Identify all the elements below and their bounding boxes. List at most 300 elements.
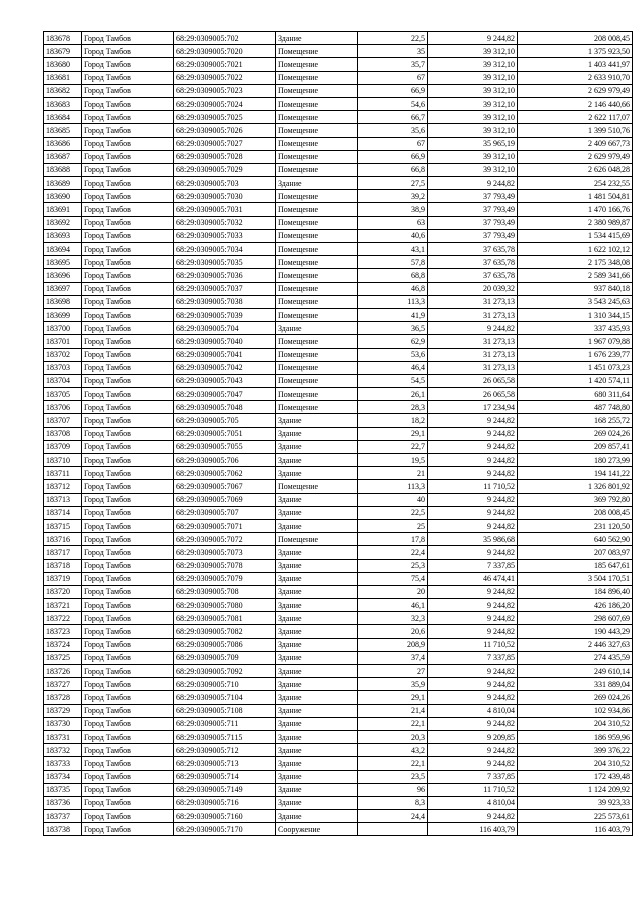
locality-cell: Город Тамбов [82, 796, 174, 809]
object-type-cell: Здание [276, 454, 358, 467]
locality-cell: Город Тамбов [82, 348, 174, 361]
area-cell: 26,1 [358, 388, 428, 401]
object-type-cell: Здание [276, 32, 358, 45]
object-type-cell: Здание [276, 546, 358, 559]
table-row [44, 308, 633, 321]
cadastral-value-cell: 269 024,26 [518, 691, 633, 704]
locality-cell: Город Тамбов [82, 203, 174, 216]
area-cell: 20 [358, 585, 428, 598]
locality-cell: Город Тамбов [82, 414, 174, 427]
row-number-cell: 183680 [44, 58, 82, 71]
object-type-cell: Здание [276, 638, 358, 651]
locality-cell: Город Тамбов [82, 440, 174, 453]
table-row [44, 730, 633, 743]
area-cell: 22,1 [358, 757, 428, 770]
cadastral-number-cell: 68:29:0309005:709 [174, 651, 276, 664]
object-type-cell: Здание [276, 427, 358, 440]
specific-value-cell: 37 635,78 [428, 243, 518, 256]
cadastral-number-cell: 68:29:0309005:7115 [174, 730, 276, 743]
locality-cell: Город Тамбов [82, 480, 174, 493]
specific-value-cell: 7 337,85 [428, 559, 518, 572]
object-type-cell: Здание [276, 665, 358, 678]
cadastral-number-cell: 68:29:0309005:7055 [174, 440, 276, 453]
cadastral-number-cell: 68:29:0309005:703 [174, 177, 276, 190]
object-type-cell: Помещение [276, 374, 358, 387]
area-cell: 22,4 [358, 546, 428, 559]
cadastral-number-cell: 68:29:0309005:7092 [174, 665, 276, 678]
object-type-cell: Помещение [276, 269, 358, 282]
specific-value-cell: 9 244,82 [428, 427, 518, 440]
cadastral-value-cell: 116 403,79 [518, 823, 633, 836]
table-row [44, 546, 633, 559]
cadastral-number-cell: 68:29:0309005:7035 [174, 256, 276, 269]
cadastral-number-cell: 68:29:0309005:7023 [174, 84, 276, 97]
table-row [44, 335, 633, 348]
specific-value-cell: 17 234,94 [428, 401, 518, 414]
specific-value-cell: 9 244,82 [428, 440, 518, 453]
locality-cell: Город Тамбов [82, 506, 174, 519]
area-cell: 46,4 [358, 361, 428, 374]
cadastral-number-cell: 68:29:0309005:7067 [174, 480, 276, 493]
object-type-cell: Помещение [276, 348, 358, 361]
specific-value-cell: 46 474,41 [428, 572, 518, 585]
row-number-cell: 183693 [44, 229, 82, 242]
cadastral-number-cell: 68:29:0309005:7048 [174, 401, 276, 414]
cadastral-number-cell: 68:29:0309005:7029 [174, 163, 276, 176]
table-row [44, 322, 633, 335]
object-type-cell: Здание [276, 506, 358, 519]
locality-cell: Город Тамбов [82, 678, 174, 691]
cadastral-value-cell: 208 008,45 [518, 32, 633, 45]
locality-cell: Город Тамбов [82, 427, 174, 440]
specific-value-cell: 9 244,82 [428, 519, 518, 532]
cadastral-number-cell: 68:29:0309005:7149 [174, 783, 276, 796]
row-number-cell: 183692 [44, 216, 82, 229]
table-row [44, 665, 633, 678]
object-type-cell: Помещение [276, 124, 358, 137]
table-row [44, 150, 633, 163]
cadastral-value-cell: 1 676 239,77 [518, 348, 633, 361]
cadastral-number-cell: 68:29:0309005:716 [174, 796, 276, 809]
table-row [44, 111, 633, 124]
area-cell: 39,2 [358, 190, 428, 203]
cadastral-number-cell: 68:29:0309005:7082 [174, 625, 276, 638]
cadastral-number-cell: 68:29:0309005:7069 [174, 493, 276, 506]
locality-cell: Город Тамбов [82, 374, 174, 387]
cadastral-value-cell: 185 647,61 [518, 559, 633, 572]
table-row [44, 599, 633, 612]
locality-cell: Город Тамбов [82, 84, 174, 97]
area-cell: 113,3 [358, 295, 428, 308]
object-type-cell: Здание [276, 730, 358, 743]
specific-value-cell: 9 244,82 [428, 691, 518, 704]
cadastral-number-cell: 68:29:0309005:7040 [174, 335, 276, 348]
cadastral-number-cell: 68:29:0309005:7047 [174, 388, 276, 401]
row-number-cell: 183705 [44, 388, 82, 401]
specific-value-cell: 37 635,78 [428, 256, 518, 269]
object-type-cell: Здание [276, 585, 358, 598]
row-number-cell: 183720 [44, 585, 82, 598]
specific-value-cell: 9 244,82 [428, 665, 518, 678]
specific-value-cell: 31 273,13 [428, 361, 518, 374]
area-cell: 35,7 [358, 58, 428, 71]
specific-value-cell: 9 244,82 [428, 612, 518, 625]
object-type-cell: Сооружение [276, 823, 358, 836]
specific-value-cell: 11 710,52 [428, 638, 518, 651]
specific-value-cell: 7 337,85 [428, 651, 518, 664]
cadastral-value-cell: 1 534 415,69 [518, 229, 633, 242]
row-number-cell: 183702 [44, 348, 82, 361]
cadastral-number-cell: 68:29:0309005:7081 [174, 612, 276, 625]
cadastral-value-cell: 168 255,72 [518, 414, 633, 427]
area-cell: 22,5 [358, 506, 428, 519]
table-row [44, 533, 633, 546]
cadastral-value-cell: 208 008,45 [518, 506, 633, 519]
object-type-cell: Здание [276, 744, 358, 757]
table-row [44, 625, 633, 638]
cadastral-value-cell: 204 310,52 [518, 757, 633, 770]
row-number-cell: 183711 [44, 467, 82, 480]
area-cell: 96 [358, 783, 428, 796]
locality-cell: Город Тамбов [82, 295, 174, 308]
table-row [44, 45, 633, 58]
cadastral-value-cell: 172 439,48 [518, 770, 633, 783]
area-cell: 66,7 [358, 111, 428, 124]
object-type-cell: Помещение [276, 111, 358, 124]
row-number-cell: 183689 [44, 177, 82, 190]
table-row [44, 823, 633, 836]
cadastral-number-cell: 68:29:0309005:706 [174, 454, 276, 467]
specific-value-cell: 9 244,82 [428, 506, 518, 519]
object-type-cell: Здание [276, 612, 358, 625]
locality-cell: Город Тамбов [82, 163, 174, 176]
table-row [44, 243, 633, 256]
locality-cell: Город Тамбов [82, 810, 174, 823]
object-type-cell: Помещение [276, 335, 358, 348]
locality-cell: Город Тамбов [82, 388, 174, 401]
area-cell: 54,5 [358, 374, 428, 387]
object-type-cell: Здание [276, 572, 358, 585]
row-number-cell: 183681 [44, 71, 82, 84]
specific-value-cell: 116 403,79 [428, 823, 518, 836]
cadastral-number-cell: 68:29:0309005:7037 [174, 282, 276, 295]
specific-value-cell: 31 273,13 [428, 348, 518, 361]
cadastral-value-cell: 2 589 341,66 [518, 269, 633, 282]
cadastral-value-cell: 274 435,59 [518, 651, 633, 664]
cadastral-value-cell: 186 959,96 [518, 730, 633, 743]
table-row [44, 519, 633, 532]
table-row [44, 32, 633, 45]
row-number-cell: 183687 [44, 150, 82, 163]
area-cell: 35,6 [358, 124, 428, 137]
object-type-cell: Помещение [276, 388, 358, 401]
cadastral-value-cell: 1 310 344,15 [518, 308, 633, 321]
cadastral-number-cell: 68:29:0309005:7071 [174, 519, 276, 532]
row-number-cell: 183683 [44, 97, 82, 110]
area-cell: 66,9 [358, 84, 428, 97]
locality-cell: Город Тамбов [82, 823, 174, 836]
cadastral-value-cell: 487 748,80 [518, 401, 633, 414]
cadastral-number-cell: 68:29:0309005:7028 [174, 150, 276, 163]
row-number-cell: 183721 [44, 599, 82, 612]
row-number-cell: 183698 [44, 295, 82, 308]
object-type-cell: Помещение [276, 58, 358, 71]
table-row [44, 84, 633, 97]
cadastral-number-cell: 68:29:0309005:704 [174, 322, 276, 335]
locality-cell: Город Тамбов [82, 744, 174, 757]
cadastral-number-cell: 68:29:0309005:7079 [174, 572, 276, 585]
table-row [44, 717, 633, 730]
specific-value-cell: 37 793,49 [428, 216, 518, 229]
row-number-cell: 183726 [44, 665, 82, 678]
cadastral-value-cell: 209 857,41 [518, 440, 633, 453]
locality-cell: Город Тамбов [82, 599, 174, 612]
table-row [44, 177, 633, 190]
specific-value-cell: 39 312,10 [428, 124, 518, 137]
cadastral-value-cell: 2 633 910,70 [518, 71, 633, 84]
area-cell: 53,6 [358, 348, 428, 361]
specific-value-cell: 9 244,82 [428, 744, 518, 757]
cadastral-number-cell: 68:29:0309005:7108 [174, 704, 276, 717]
locality-cell: Город Тамбов [82, 97, 174, 110]
cadastral-number-cell: 68:29:0309005:7072 [174, 533, 276, 546]
cadastral-number-cell: 68:29:0309005:7031 [174, 203, 276, 216]
cadastral-value-cell: 2 446 327,63 [518, 638, 633, 651]
specific-value-cell: 9 244,82 [428, 467, 518, 480]
specific-value-cell: 37 793,49 [428, 229, 518, 242]
object-type-cell: Помещение [276, 150, 358, 163]
row-number-cell: 183678 [44, 32, 82, 45]
cadastral-number-cell: 68:29:0309005:7038 [174, 295, 276, 308]
cadastral-value-cell: 2 629 979,49 [518, 84, 633, 97]
table-row [44, 414, 633, 427]
object-type-cell: Здание [276, 770, 358, 783]
object-type-cell: Здание [276, 519, 358, 532]
specific-value-cell: 4 810,04 [428, 704, 518, 717]
locality-cell: Город Тамбов [82, 71, 174, 84]
cadastral-value-cell: 3 504 170,51 [518, 572, 633, 585]
locality-cell: Город Тамбов [82, 282, 174, 295]
locality-cell: Город Тамбов [82, 256, 174, 269]
cadastral-value-cell: 2 175 348,08 [518, 256, 633, 269]
table-row [44, 651, 633, 664]
specific-value-cell: 31 273,13 [428, 295, 518, 308]
specific-value-cell: 39 312,10 [428, 111, 518, 124]
area-cell: 22,5 [358, 32, 428, 45]
cadastral-value-cell: 249 610,14 [518, 665, 633, 678]
specific-value-cell: 9 244,82 [428, 32, 518, 45]
cadastral-value-cell: 3 543 245,63 [518, 295, 633, 308]
area-cell: 27,5 [358, 177, 428, 190]
specific-value-cell: 9 244,82 [428, 599, 518, 612]
area-cell: 27 [358, 665, 428, 678]
table-row [44, 295, 633, 308]
specific-value-cell: 9 244,82 [428, 757, 518, 770]
table-row [44, 361, 633, 374]
specific-value-cell: 37 635,78 [428, 269, 518, 282]
locality-cell: Город Тамбов [82, 111, 174, 124]
locality-cell: Город Тамбов [82, 704, 174, 717]
cadastral-value-cell: 680 311,64 [518, 388, 633, 401]
area-cell: 8,3 [358, 796, 428, 809]
specific-value-cell: 9 244,82 [428, 454, 518, 467]
locality-cell: Город Тамбов [82, 190, 174, 203]
row-number-cell: 183682 [44, 84, 82, 97]
table-row [44, 190, 633, 203]
object-type-cell: Здание [276, 757, 358, 770]
table-row [44, 506, 633, 519]
table-row [44, 374, 633, 387]
specific-value-cell: 9 244,82 [428, 625, 518, 638]
cadastral-number-cell: 68:29:0309005:7036 [174, 269, 276, 282]
cadastral-number-cell: 68:29:0309005:7024 [174, 97, 276, 110]
specific-value-cell: 39 312,10 [428, 84, 518, 97]
object-type-cell: Помещение [276, 243, 358, 256]
row-number-cell: 183699 [44, 308, 82, 321]
row-number-cell: 183719 [44, 572, 82, 585]
row-number-cell: 183717 [44, 546, 82, 559]
locality-cell: Город Тамбов [82, 665, 174, 678]
locality-cell: Город Тамбов [82, 32, 174, 45]
row-number-cell: 183723 [44, 625, 82, 638]
object-type-cell: Здание [276, 810, 358, 823]
table-row [44, 71, 633, 84]
locality-cell: Город Тамбов [82, 177, 174, 190]
cadastral-value-table [43, 31, 633, 836]
specific-value-cell: 9 244,82 [428, 177, 518, 190]
locality-cell: Город Тамбов [82, 58, 174, 71]
locality-cell: Город Тамбов [82, 150, 174, 163]
row-number-cell: 183706 [44, 401, 82, 414]
table-row [44, 612, 633, 625]
row-number-cell: 183685 [44, 124, 82, 137]
row-number-cell: 183738 [44, 823, 82, 836]
object-type-cell: Помещение [276, 71, 358, 84]
area-cell: 20,3 [358, 730, 428, 743]
specific-value-cell: 9 244,82 [428, 810, 518, 823]
cadastral-number-cell: 68:29:0309005:711 [174, 717, 276, 730]
object-type-cell: Здание [276, 414, 358, 427]
locality-cell: Город Тамбов [82, 757, 174, 770]
cadastral-value-cell: 231 120,50 [518, 519, 633, 532]
row-number-cell: 183730 [44, 717, 82, 730]
cadastral-value-cell: 426 186,20 [518, 599, 633, 612]
row-number-cell: 183697 [44, 282, 82, 295]
cadastral-number-cell: 68:29:0309005:7041 [174, 348, 276, 361]
cadastral-value-cell: 1 622 102,12 [518, 243, 633, 256]
cadastral-value-cell: 399 376,22 [518, 744, 633, 757]
specific-value-cell: 35 986,68 [428, 533, 518, 546]
area-cell: 67 [358, 71, 428, 84]
row-number-cell: 183729 [44, 704, 82, 717]
cadastral-number-cell: 68:29:0309005:7027 [174, 137, 276, 150]
locality-cell: Город Тамбов [82, 717, 174, 730]
cadastral-number-cell: 68:29:0309005:7021 [174, 58, 276, 71]
row-number-cell: 183703 [44, 361, 82, 374]
cadastral-value-cell: 1 399 510,76 [518, 124, 633, 137]
table-row [44, 58, 633, 71]
area-cell: 17,8 [358, 533, 428, 546]
row-number-cell: 183696 [44, 269, 82, 282]
cadastral-number-cell: 68:29:0309005:713 [174, 757, 276, 770]
row-number-cell: 183732 [44, 744, 82, 757]
cadastral-value-cell: 269 024,26 [518, 427, 633, 440]
area-cell: 43,2 [358, 744, 428, 757]
object-type-cell: Помещение [276, 203, 358, 216]
object-type-cell: Помещение [276, 45, 358, 58]
area-cell: 22,7 [358, 440, 428, 453]
object-type-cell: Здание [276, 783, 358, 796]
cadastral-value-cell: 102 934,86 [518, 704, 633, 717]
locality-cell: Город Тамбов [82, 638, 174, 651]
area-cell: 35 [358, 45, 428, 58]
object-type-cell: Здание [276, 177, 358, 190]
area-cell: 46,1 [358, 599, 428, 612]
cadastral-value-cell: 204 310,52 [518, 717, 633, 730]
specific-value-cell: 39 312,10 [428, 58, 518, 71]
row-number-cell: 183715 [44, 519, 82, 532]
cadastral-value-cell: 331 889,04 [518, 678, 633, 691]
cadastral-number-cell: 68:29:0309005:7039 [174, 308, 276, 321]
object-type-cell: Здание [276, 651, 358, 664]
locality-cell: Город Тамбов [82, 651, 174, 664]
area-cell: 25,3 [358, 559, 428, 572]
area-cell: 113,3 [358, 480, 428, 493]
area-cell: 18,2 [358, 414, 428, 427]
row-number-cell: 183736 [44, 796, 82, 809]
area-cell: 75,4 [358, 572, 428, 585]
cadastral-number-cell: 68:29:0309005:7086 [174, 638, 276, 651]
table-row [44, 440, 633, 453]
object-type-cell: Помещение [276, 84, 358, 97]
cadastral-value-cell: 640 562,90 [518, 533, 633, 546]
object-type-cell: Здание [276, 559, 358, 572]
area-cell: 54,6 [358, 97, 428, 110]
cadastral-value-cell: 1 481 504,81 [518, 190, 633, 203]
locality-cell: Город Тамбов [82, 322, 174, 335]
row-number-cell: 183700 [44, 322, 82, 335]
area-cell: 40 [358, 493, 428, 506]
specific-value-cell: 7 337,85 [428, 770, 518, 783]
row-number-cell: 183712 [44, 480, 82, 493]
cadastral-value-cell: 225 573,61 [518, 810, 633, 823]
area-cell: 67 [358, 137, 428, 150]
table-row [44, 454, 633, 467]
locality-cell: Город Тамбов [82, 124, 174, 137]
cadastral-value-cell: 39 923,33 [518, 796, 633, 809]
cadastral-value-cell: 2 622 117,07 [518, 111, 633, 124]
specific-value-cell: 9 244,82 [428, 493, 518, 506]
cadastral-value-cell: 180 273,99 [518, 454, 633, 467]
cadastral-number-cell: 68:29:0309005:7073 [174, 546, 276, 559]
cadastral-value-cell: 937 840,18 [518, 282, 633, 295]
area-cell: 40,6 [358, 229, 428, 242]
cadastral-number-cell: 68:29:0309005:7030 [174, 190, 276, 203]
object-type-cell: Помещение [276, 229, 358, 242]
locality-cell: Город Тамбов [82, 572, 174, 585]
cadastral-value-cell: 254 232,55 [518, 177, 633, 190]
table-row [44, 572, 633, 585]
row-number-cell: 183728 [44, 691, 82, 704]
cadastral-value-cell: 2 380 989,87 [518, 216, 633, 229]
locality-cell: Город Тамбов [82, 361, 174, 374]
area-cell: 20,6 [358, 625, 428, 638]
table-row [44, 203, 633, 216]
locality-cell: Город Тамбов [82, 216, 174, 229]
specific-value-cell: 26 065,58 [428, 388, 518, 401]
cadastral-value-cell: 184 896,40 [518, 585, 633, 598]
specific-value-cell: 37 793,49 [428, 190, 518, 203]
